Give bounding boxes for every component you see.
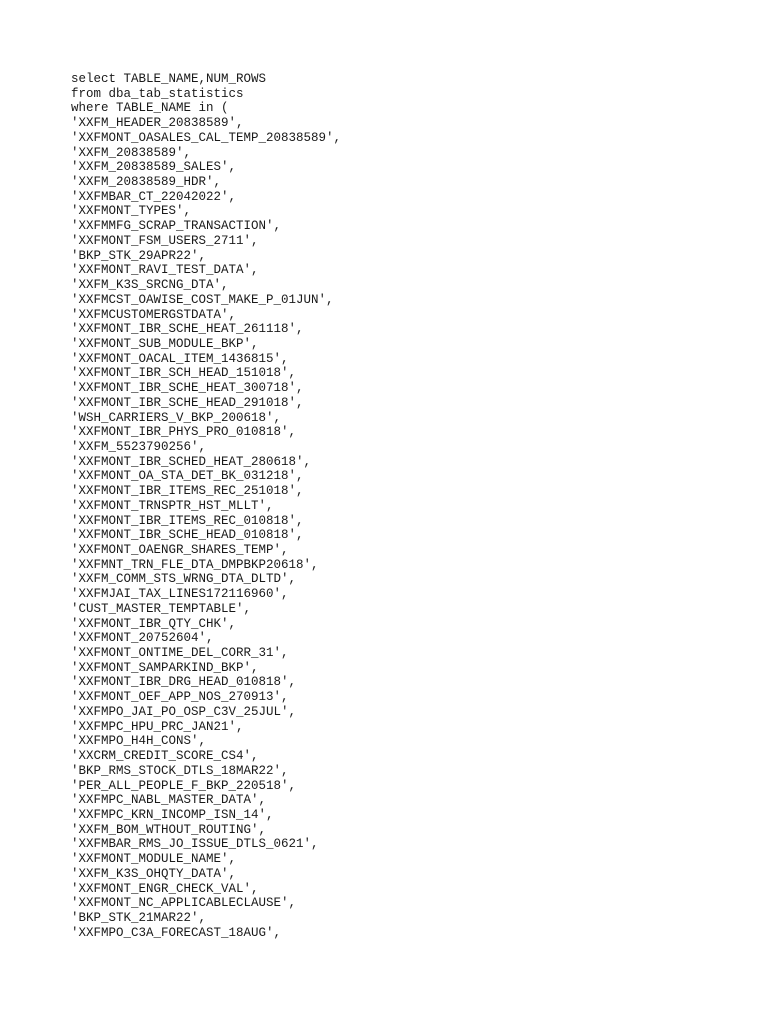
sql-line: 'XXFMONT_ENGR_CHECK_VAL', bbox=[71, 881, 259, 896]
sql-line: 'XXFMPO_H4H_CONS', bbox=[71, 734, 207, 749]
sql-line: 'XXFMBAR_RMS_JO_ISSUE_DTLS_0621', bbox=[71, 837, 319, 852]
sql-line: 'XXFMONT_OACAL_ITEM_1436815', bbox=[71, 351, 289, 366]
sql-line: select TABLE_NAME,NUM_ROWS bbox=[71, 72, 267, 86]
sql-line: 'XXFMONT_TYPES', bbox=[71, 204, 192, 219]
sql-line: 'XXFMONT_IBR_SCHED_HEAT_280618', bbox=[71, 454, 312, 469]
sql-line: 'XXFMONT_IBR_SCHE_HEAD_291018', bbox=[71, 395, 304, 410]
sql-line: 'XXFMCST_OAWISE_COST_MAKE_P_01JUN', bbox=[71, 292, 334, 307]
sql-line: 'XXFMONT_20752604', bbox=[71, 631, 214, 646]
sql-line: 'PER_ALL_PEOPLE_F_BKP_220518', bbox=[71, 778, 297, 793]
sql-line: 'XXFM_20838589_HDR', bbox=[71, 175, 222, 190]
sql-line: 'XXFMONT_OEF_APP_NOS_270913', bbox=[71, 690, 289, 705]
sql-line: 'XXFMONT_IBR_PHYS_PRO_010818', bbox=[71, 425, 297, 440]
sql-line: 'XXFMONT_IBR_ITEMS_REC_010818', bbox=[71, 513, 304, 528]
sql-line: 'BKP_RMS_STOCK_DTLS_18MAR22', bbox=[71, 763, 289, 778]
sql-line: 'XXFMPC_NABL_MASTER_DATA', bbox=[71, 793, 267, 808]
sql-line: 'XXFMONT_RAVI_TEST_DATA', bbox=[71, 263, 259, 278]
sql-line: 'XXFMONT_IBR_ITEMS_REC_251018', bbox=[71, 484, 304, 499]
sql-line: 'XXFMONT_IBR_SCHE_HEAD_010818', bbox=[71, 528, 304, 543]
sql-line: 'XXFMPO_C3A_FORECAST_18AUG', bbox=[71, 925, 282, 940]
sql-line: 'XXFMONT_MODULE_NAME', bbox=[71, 852, 237, 867]
sql-line: 'XXFMONT_ONTIME_DEL_CORR_31', bbox=[71, 646, 289, 661]
sql-line: 'XXFMONT_IBR_DRG_HEAD_010818', bbox=[71, 675, 297, 690]
sql-line: 'XXFMONT_FSM_USERS_2711', bbox=[71, 233, 259, 248]
sql-line: 'XXFMCUSTOMERGSTDATA', bbox=[71, 307, 237, 322]
sql-line: 'XXFMBAR_CT_22042022', bbox=[71, 189, 237, 204]
sql-line: 'XXFM_BOM_WTHOUT_ROUTING', bbox=[71, 822, 267, 837]
sql-line: 'XXFMONT_SAMPARKIND_BKP', bbox=[71, 660, 259, 675]
sql-line: 'CUST_MASTER_TEMPTABLE', bbox=[71, 601, 252, 616]
sql-line: 'XXFMONT_IBR_SCHE_HEAT_300718', bbox=[71, 381, 304, 396]
sql-query-text bbox=[71, 72, 341, 940]
sql-line: 'XXFMMFG_SCRAP_TRANSACTION', bbox=[71, 219, 282, 234]
sql-line: 'XXFMJAI_TAX_LINES172116960', bbox=[71, 587, 289, 602]
sql-line: from dba_tab_statistics bbox=[71, 86, 244, 101]
sql-line: 'XXFMPC_HPU_PRC_JAN21', bbox=[71, 719, 244, 734]
sql-line: 'WSH_CARRIERS_V_BKP_200618', bbox=[71, 410, 282, 425]
sql-line: 'XXFM_K3S_SRCNG_DTA', bbox=[71, 278, 229, 293]
sql-line: 'XXFMONT_OAENGR_SHARES_TEMP', bbox=[71, 543, 289, 557]
sql-line: 'XXFMONT_NC_APPLICABLECLAUSE', bbox=[71, 896, 297, 911]
sql-line: 'XXFM_20838589_SALES', bbox=[71, 160, 237, 175]
sql-line: 'XXFMONT_IBR_SCHE_HEAT_261118', bbox=[71, 322, 304, 337]
sql-line: 'XXFM_K3S_OHQTY_DATA', bbox=[71, 866, 237, 881]
sql-line: 'XXFMPC_KRN_INCOMP_ISN_14', bbox=[71, 807, 274, 822]
sql-line: 'XXCRM_CREDIT_SCORE_CS4', bbox=[71, 749, 259, 764]
sql-line: 'XXFMONT_OA_STA_DET_BK_031218', bbox=[71, 469, 304, 484]
sql-line: 'XXFMONT_IBR_SCH_HEAD_151018', bbox=[71, 366, 297, 381]
sql-line: 'BKP_STK_21MAR22', bbox=[71, 910, 207, 925]
sql-line: 'XXFMONT_IBR_QTY_CHK', bbox=[71, 616, 237, 631]
sql-line: 'XXFMONT_SUB_MODULE_BKP', bbox=[71, 336, 259, 351]
sql-line: 'XXFMPO_JAI_PO_OSP_C3V_25JUL', bbox=[71, 704, 297, 719]
sql-line: 'XXFM_5523790256', bbox=[71, 439, 207, 454]
sql-line: 'XXFMNT_TRN_FLE_DTA_DMPBKP20618', bbox=[71, 557, 319, 572]
sql-line: 'XXFM_COMM_STS_WRNG_DTA_DLTD', bbox=[71, 572, 297, 587]
sql-line: 'XXFMONT_OASALES_CAL_TEMP_20838589', bbox=[71, 130, 342, 145]
sql-line: 'XXFM_20838589', bbox=[71, 145, 192, 160]
sql-line: 'BKP_STK_29APR22', bbox=[71, 248, 207, 263]
sql-line: 'XXFMONT_TRNSPTR_HST_MLLT', bbox=[71, 498, 274, 513]
sql-line: where TABLE_NAME in ( bbox=[71, 101, 229, 116]
sql-line: 'XXFM_HEADER_20838589', bbox=[71, 116, 244, 131]
